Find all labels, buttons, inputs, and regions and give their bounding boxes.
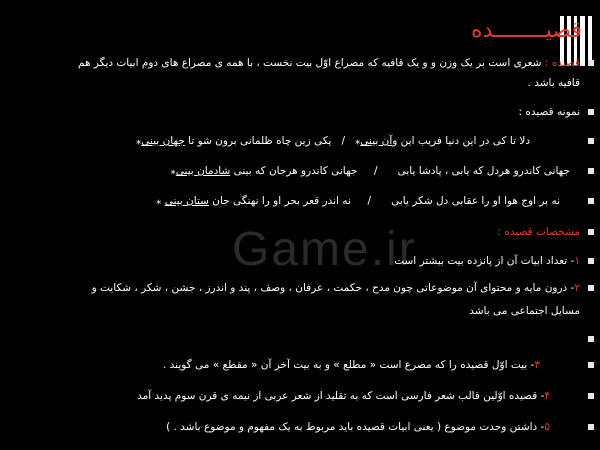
definition-line-2: قافیه باشد . [527, 77, 580, 89]
watermark: Game.ir [232, 223, 417, 276]
bullet [588, 336, 594, 342]
bullet [588, 424, 594, 430]
bullet [588, 393, 594, 399]
bullet [588, 258, 594, 264]
feature-1: ۱- تعداد ابیات آن از پانزده بیت بیشتر است [394, 255, 580, 267]
feature-2: ۲- درون مایه و محتوای آن موضوعاتی چون مدح ، حکمت ، عرفان ، وصف ، پند و اندرز ، جشن ، شکر ، شکایت و [91, 282, 580, 294]
bullet [588, 138, 594, 144]
verse-3: نه بر اوج هوا او را عقابی دل شکر یابی / نه اندر قعر بحر او را نهنگی جان ستان بینی ⁎ [156, 195, 560, 207]
definition-term: قصیده : [544, 57, 580, 69]
slide-title: قصیــــــــده [471, 18, 582, 43]
definition-text: شعری است بر یک وزن و و یک قافیه که مصراع اوّل بیت نخست ، با همه ی مصراع های دوم ابیات دیگر هم [78, 57, 542, 69]
verse-2: جهانی کاندرو هردل که یابی ، پادشا یابی / جهانی کاندرو هرجان که بینی شادمان بینی⁎ [170, 165, 570, 177]
feature-4: ۴- قصیده اوّلین قالب شعر فارسی است که به تقلید از شعر عربی از نیمه ی قرن سوم پدید آمد [137, 390, 550, 402]
feature-2-cont: مسایل اجتماعی می باشد [469, 305, 580, 317]
verse-1: دلا تا کی در این دنیا فریب این وآن بینی⁎ / یکی زین چاه ظلمانی برون شو تا جهان بینی⁎ [135, 135, 530, 147]
bullet [588, 168, 594, 174]
features-title: مشخصات قصیده : [497, 226, 580, 238]
sample-title: نمونه قصیده : [518, 106, 580, 118]
bullet [588, 362, 594, 368]
bullet [588, 109, 594, 115]
feature-3: ۳- بیت اوّل قصیده را که مصرع است « مطلع » و به بیت آخر آن « مقطع » می گویند . [162, 359, 540, 371]
definition-line-1 [20, 56, 580, 70]
bullet [588, 198, 594, 204]
feature-5: ۵- داشتن وحدت موضوع ( یعنی ابیات قصیده باید مربوط به یک مفهوم و موضوع باشد . ) [166, 421, 550, 433]
bullet [588, 285, 594, 291]
bullet [588, 60, 594, 66]
bullet [588, 229, 594, 235]
